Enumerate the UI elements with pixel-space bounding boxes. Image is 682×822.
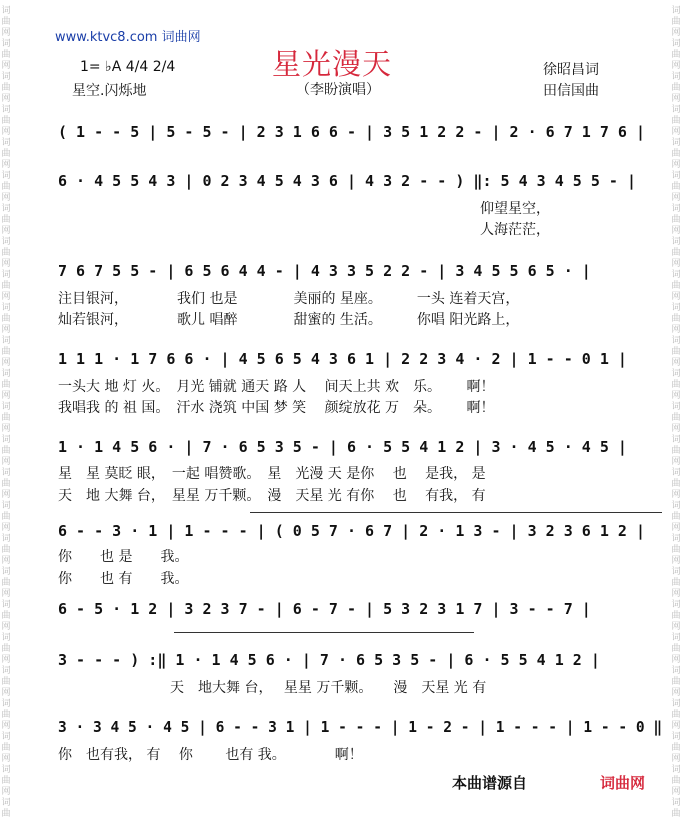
watermark-glyph: 词 [1, 732, 11, 742]
watermark-glyph: 词 [1, 402, 11, 412]
watermark-glyph: 曲 [671, 50, 681, 60]
watermark-glyph: 词 [671, 270, 681, 280]
watermark-glyph: 词 [671, 171, 681, 181]
watermark-glyph: 词 [1, 72, 11, 82]
watermark-glyph: 曲 [671, 512, 681, 522]
watermark-glyph: 网 [1, 655, 11, 665]
score-row-4-lyric-2: 我唱我 的 祖 国。 汗水 浇筑 中国 梦 笑 颜绽放花 万 朵。 啊！ [58, 400, 495, 416]
watermark-glyph: 曲 [671, 182, 681, 192]
site-url: www.ktvc8.com 词曲网 [55, 30, 201, 45]
watermark-glyph: 词 [1, 303, 11, 313]
watermark-glyph: 网 [1, 325, 11, 335]
watermark-glyph: 词 [671, 765, 681, 775]
watermark-glyph: 网 [671, 127, 681, 137]
watermark-glyph: 词 [671, 435, 681, 445]
watermark-glyph: 网 [671, 28, 681, 38]
watermark-glyph: 网 [671, 556, 681, 566]
score-row-3-lyric-1: 注目银河， 我们 也是 美丽的 星座。 一头 连着天宫， [58, 291, 520, 307]
watermark-glyph: 网 [671, 787, 681, 797]
watermark-glyph: 曲 [1, 545, 11, 555]
watermark-glyph: 网 [671, 622, 681, 632]
watermark-glyph: 曲 [671, 611, 681, 621]
watermark-glyph: 曲 [1, 710, 11, 720]
watermark-glyph: 曲 [1, 446, 11, 456]
watermark-glyph: 曲 [671, 380, 681, 390]
score-row-8-lyric-1: 天 地大舞 台， 星星 万千颗。 漫 天星 光 有 [58, 680, 487, 696]
watermark-glyph: 曲 [1, 215, 11, 225]
watermark-glyph: 词 [671, 567, 681, 577]
watermark-glyph: 网 [671, 292, 681, 302]
right-watermark-strip [670, 0, 682, 822]
watermark-glyph: 词 [671, 732, 681, 742]
watermark-glyph: 词 [671, 138, 681, 148]
score-row-2-lyric-1: 仰望星空， [480, 201, 550, 217]
watermark-glyph: 曲 [1, 380, 11, 390]
watermark-glyph: 曲 [1, 116, 11, 126]
watermark-glyph: 曲 [671, 83, 681, 93]
watermark-glyph: 网 [671, 490, 681, 500]
score-row-9-lyric-1: 你 也有我， 有 你 也有 我。 啊！ [58, 747, 363, 763]
watermark-glyph: 曲 [1, 677, 11, 687]
watermark-glyph: 网 [1, 721, 11, 731]
watermark-glyph: 网 [671, 655, 681, 665]
watermark-glyph: 词 [1, 501, 11, 511]
watermark-glyph: 曲 [671, 479, 681, 489]
watermark-glyph: 曲 [671, 677, 681, 687]
lyricist-credit: 徐昭昌词 [543, 62, 599, 78]
volta-1-bracket [250, 512, 662, 513]
watermark-glyph: 曲 [671, 17, 681, 27]
watermark-glyph: 曲 [1, 578, 11, 588]
watermark-glyph: 词 [671, 369, 681, 379]
watermark-glyph: 词 [1, 600, 11, 610]
watermark-glyph: 词 [671, 633, 681, 643]
watermark-glyph: 网 [1, 61, 11, 71]
watermark-glyph: 曲 [1, 611, 11, 621]
watermark-glyph: 词 [671, 666, 681, 676]
watermark-glyph: 网 [671, 193, 681, 203]
watermark-glyph: 网 [1, 589, 11, 599]
watermark-glyph: 词 [671, 6, 681, 16]
watermark-glyph: 词 [1, 171, 11, 181]
watermark-glyph: 曲 [671, 578, 681, 588]
watermark-glyph: 网 [1, 490, 11, 500]
watermark-glyph: 网 [1, 259, 11, 269]
score-row-5-lyric-1: 星 星 莫眨 眼， 一起 唱赞歌。 星 光漫 天 是你 也 是我， 是 [58, 466, 486, 482]
watermark-glyph: 网 [1, 787, 11, 797]
watermark-glyph: 网 [1, 292, 11, 302]
watermark-glyph: 曲 [1, 347, 11, 357]
score-row-7-notes: 6 - 5 · 1 2 | 3 2 3 7 - | 6 - 7 - | 5 3 2 3 1 7 | 3 - - 7 | [58, 600, 591, 618]
watermark-glyph: 词 [671, 699, 681, 709]
watermark-glyph: 词 [1, 435, 11, 445]
watermark-glyph: 曲 [671, 710, 681, 720]
watermark-glyph: 网 [1, 127, 11, 137]
footer-source-label: 本曲谱源自 [452, 774, 528, 792]
watermark-glyph: 词 [671, 402, 681, 412]
watermark-glyph: 曲 [1, 809, 11, 819]
watermark-glyph: 词 [671, 798, 681, 808]
watermark-glyph: 曲 [671, 314, 681, 324]
watermark-glyph: 曲 [671, 149, 681, 159]
watermark-glyph: 网 [671, 259, 681, 269]
watermark-glyph: 曲 [671, 413, 681, 423]
watermark-glyph: 网 [671, 160, 681, 170]
composer-credit: 田信国曲 [543, 83, 599, 99]
watermark-glyph: 词 [671, 303, 681, 313]
page-title: 星光漫天 [272, 47, 393, 81]
key-signature: 1= ♭A 4/4 2/4 [80, 59, 176, 75]
score-row-6-lyric-1: 你 也 是 我。 [58, 549, 189, 565]
watermark-glyph: 曲 [1, 281, 11, 291]
score-row-9-notes: 3 · 3 4 5 · 4 5 | 6 - - 3 1 | 1 - - - | 1 - 2 - | 1 - - - | 1 - - 0 ‖ [58, 718, 663, 736]
footer-brand[interactable]: 词曲网 [600, 774, 646, 792]
watermark-glyph: 曲 [1, 149, 11, 159]
watermark-glyph: 曲 [671, 743, 681, 753]
watermark-glyph: 网 [671, 61, 681, 71]
watermark-glyph: 网 [1, 193, 11, 203]
watermark-glyph: 网 [1, 457, 11, 467]
watermark-glyph: 词 [1, 204, 11, 214]
watermark-glyph: 网 [1, 523, 11, 533]
watermark-glyph: 网 [671, 457, 681, 467]
watermark-glyph: 词 [671, 534, 681, 544]
score-row-5-lyric-2: 天 地 大舞 台， 星星 万千颗。 漫 天星 光 有你 也 有我， 有 [58, 488, 486, 504]
watermark-glyph: 曲 [671, 446, 681, 456]
watermark-glyph: 曲 [1, 50, 11, 60]
watermark-glyph: 网 [671, 94, 681, 104]
watermark-glyph: 曲 [1, 776, 11, 786]
watermark-glyph: 词 [671, 204, 681, 214]
watermark-glyph: 曲 [1, 182, 11, 192]
watermark-glyph: 词 [1, 633, 11, 643]
score-row-5-notes: 1 · 1 4 5 6 · | 7 · 6 5 3 5 - | 6 · 5 5 4 1 2 | 3 · 4 5 · 4 5 | [58, 438, 627, 456]
watermark-glyph: 曲 [1, 17, 11, 27]
watermark-glyph: 词 [1, 765, 11, 775]
watermark-glyph: 曲 [671, 809, 681, 819]
watermark-glyph: 网 [1, 688, 11, 698]
watermark-glyph: 曲 [1, 413, 11, 423]
watermark-glyph: 词 [671, 105, 681, 115]
watermark-glyph: 词 [1, 699, 11, 709]
watermark-glyph: 曲 [1, 248, 11, 258]
watermark-glyph: 词 [1, 666, 11, 676]
watermark-glyph: 曲 [1, 314, 11, 324]
watermark-glyph: 词 [1, 138, 11, 148]
watermark-glyph: 词 [671, 600, 681, 610]
score-row-2-notes: 6 · 4 5 5 4 3 | 0 2 3 4 5 4 3 6 | 4 3 2 - - ) ‖: 5 4 3 4 5 5 - | [58, 172, 636, 190]
score-row-6-notes: 6 - - 3 · 1 | 1 - - - | ( 0 5 7 · 6 7 | 2 · 1 3 - | 3 2 3 6 1 2 | [58, 522, 645, 540]
watermark-glyph: 词 [1, 369, 11, 379]
watermark-glyph: 网 [671, 589, 681, 599]
score-row-6-lyric-2: 你 也 有 我。 [58, 571, 189, 587]
watermark-glyph: 曲 [671, 281, 681, 291]
watermark-glyph: 词 [1, 336, 11, 346]
watermark-glyph: 曲 [671, 776, 681, 786]
watermark-glyph: 词 [1, 6, 11, 16]
watermark-glyph: 曲 [671, 347, 681, 357]
watermark-glyph: 词 [671, 336, 681, 346]
watermark-glyph: 词 [1, 105, 11, 115]
watermark-glyph: 词 [1, 534, 11, 544]
watermark-glyph: 网 [671, 325, 681, 335]
score-row-3-lyric-2: 灿若银河， 歌儿 唱醉 甜蜜的 生活。 你唱 阳光路上， [58, 312, 520, 328]
watermark-glyph: 网 [1, 754, 11, 764]
watermark-glyph: 网 [1, 94, 11, 104]
watermark-glyph: 网 [1, 160, 11, 170]
watermark-glyph: 网 [671, 424, 681, 434]
score-row-4-lyric-1: 一头大 地 灯 火。 月光 铺就 通天 路 人 间天上共 欢 乐。 啊！ [58, 379, 495, 395]
left-watermark-strip [0, 0, 12, 822]
watermark-glyph: 词 [1, 798, 11, 808]
watermark-glyph: 词 [671, 468, 681, 478]
watermark-glyph: 网 [1, 622, 11, 632]
watermark-glyph: 曲 [671, 116, 681, 126]
watermark-glyph: 网 [1, 391, 11, 401]
watermark-glyph: 网 [671, 358, 681, 368]
score-row-4-notes: 1 1 1 · 1 7 6 6 · | 4 5 6 5 4 3 6 1 | 2 2 3 4 · 2 | 1 - - 0 1 | [58, 350, 627, 368]
watermark-glyph: 网 [671, 226, 681, 236]
watermark-glyph: 网 [671, 721, 681, 731]
watermark-glyph: 曲 [671, 248, 681, 258]
watermark-glyph: 网 [1, 226, 11, 236]
watermark-glyph: 曲 [1, 83, 11, 93]
volta-2-bracket [174, 632, 474, 633]
watermark-glyph: 曲 [1, 743, 11, 753]
watermark-glyph: 网 [671, 688, 681, 698]
watermark-glyph: 网 [671, 391, 681, 401]
watermark-glyph: 网 [671, 523, 681, 533]
watermark-glyph: 网 [1, 424, 11, 434]
watermark-glyph: 曲 [671, 644, 681, 654]
watermark-glyph: 曲 [671, 215, 681, 225]
score-row-1-notes: ( 1 - - 5 | 5 - 5 - | 2 3 1 6 6 - | 3 5 1 2 2 - | 2 · 6 7 1 7 6 | [58, 123, 645, 141]
score-row-2-lyric-2: 人海茫茫， [480, 222, 550, 238]
watermark-glyph: 曲 [1, 644, 11, 654]
watermark-glyph: 词 [1, 270, 11, 280]
watermark-glyph: 网 [1, 556, 11, 566]
watermark-glyph: 词 [671, 39, 681, 49]
watermark-glyph: 词 [671, 72, 681, 82]
watermark-glyph: 词 [1, 468, 11, 478]
tempo-marking: 星空.闪烁地 [72, 83, 147, 99]
watermark-glyph: 曲 [671, 545, 681, 555]
score-row-8-notes: 3 - - - ) :‖ 1 · 1 4 5 6 · | 7 · 6 5 3 5 - | 6 · 5 5 4 1 2 | [58, 651, 600, 669]
watermark-glyph: 网 [671, 754, 681, 764]
watermark-glyph: 曲 [1, 479, 11, 489]
score-row-3-notes: 7 6 7 5 5 - | 6 5 6 4 4 - | 4 3 3 5 2 2 - | 3 4 5 5 6 5 · | [58, 262, 591, 280]
singer-credit: （李盼演唱） [296, 82, 380, 98]
watermark-glyph: 网 [1, 28, 11, 38]
watermark-glyph: 词 [1, 237, 11, 247]
watermark-glyph: 词 [671, 237, 681, 247]
watermark-glyph: 曲 [1, 512, 11, 522]
watermark-glyph: 词 [1, 567, 11, 577]
watermark-glyph: 词 [671, 501, 681, 511]
watermark-glyph: 网 [1, 358, 11, 368]
watermark-glyph: 词 [1, 39, 11, 49]
